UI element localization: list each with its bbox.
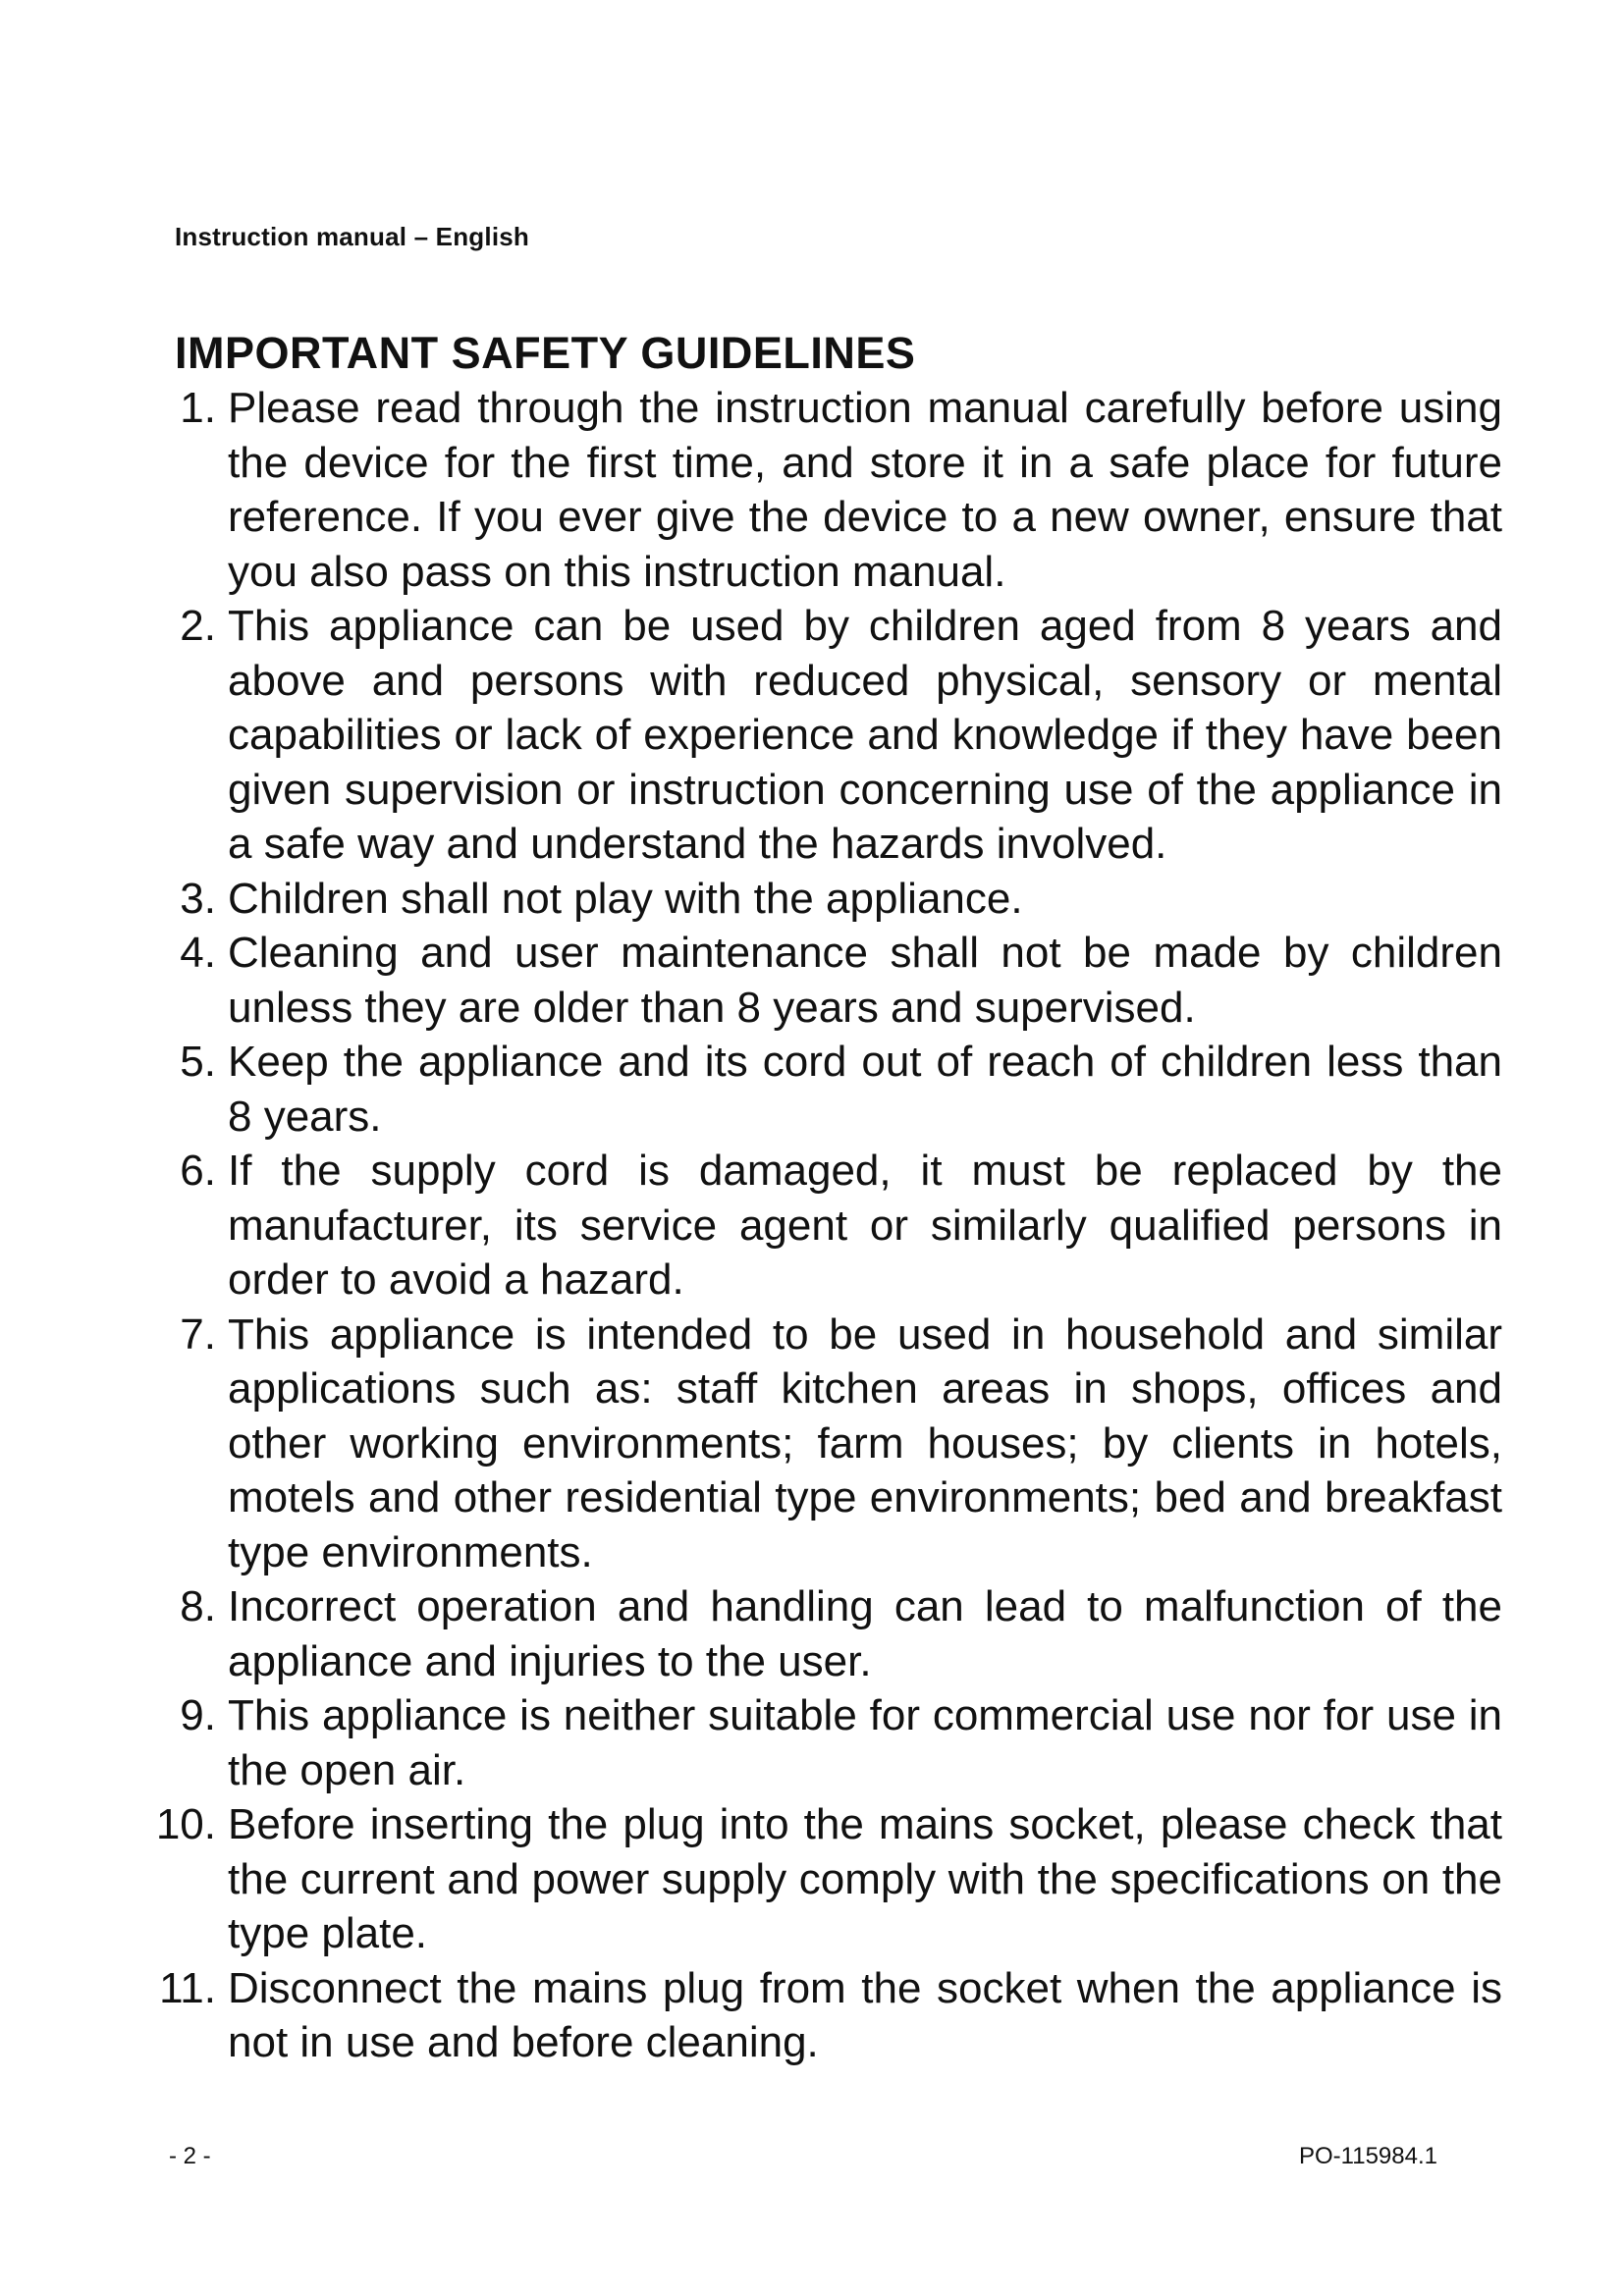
- item-number: 5.: [180, 1038, 216, 1086]
- list-item: [137, 599, 1502, 872]
- item-number: 8.: [180, 1582, 216, 1630]
- page-number: - 2 -: [169, 2143, 211, 2169]
- manual-header: Instruction manual – English: [175, 222, 529, 251]
- list-item: [137, 1308, 1502, 1580]
- list-item: [137, 1144, 1502, 1308]
- item-number: 1.: [180, 384, 216, 432]
- item-text: If the supply cord is damaged, it must be replaced by the manufacturer, its service agent or similarly qualified persons in order to avoid a hazard.: [228, 1147, 1502, 1304]
- item-text: Disconnect the mains plug from the socket when the appliance is not in use and before cleaning.: [228, 1963, 1502, 2066]
- item-number: 2.: [180, 602, 216, 650]
- item-text: Children shall not play with the appliance.: [228, 874, 1023, 923]
- list-item: [137, 381, 1502, 599]
- item-text: Cleaning and user maintenance shall not be made by children unless they are older than 8 years and supervised.: [228, 929, 1502, 1032]
- list-item: [137, 1797, 1502, 1961]
- item-number: 10.: [155, 1800, 216, 1848]
- list-item: [137, 1035, 1502, 1144]
- list-item: [137, 926, 1502, 1035]
- document-code: PO-115984.1: [1299, 2143, 1437, 2169]
- page-title: IMPORTANT SAFETY GUIDELINES: [175, 328, 916, 378]
- item-text: This appliance is intended to be used in household and similar applications such as: staff kitchen areas in shops, offices and other working environments; farm houses; by clients in hotels, motels and other residential type environments; bed and breakfast type environments.: [228, 1309, 1502, 1576]
- item-number: 3.: [180, 874, 216, 923]
- item-text: This appliance can be used by children aged from 8 years and above and persons with reduced physical, sensory or mental capabilities or lack of experience and knowledge if they have been given supervision or instruction concerning use of the appliance in a safe way and understand the hazards involved.: [228, 602, 1502, 868]
- safety-guidelines-list: [137, 381, 1502, 2070]
- item-number: 4.: [180, 929, 216, 977]
- item-text: Before inserting the plug into the mains socket, please check that the current and power supply comply with the specifications on the type plate.: [228, 1800, 1502, 1957]
- item-number: 9.: [180, 1691, 216, 1739]
- item-number: 7.: [180, 1309, 216, 1359]
- list-item: [137, 1579, 1502, 1688]
- list-item: [137, 872, 1502, 927]
- list-item: [137, 1688, 1502, 1797]
- item-text: Please read through the instruction manual carefully before using the device for the first time, and store it in a safe place for future reference. If you ever give the device to a new owner, ensure that you also pass on this instruction manual.: [228, 384, 1502, 596]
- item-text: This appliance is neither suitable for commercial use nor for use in the open air.: [228, 1691, 1502, 1794]
- list-item: [137, 1961, 1502, 2070]
- item-text: Incorrect operation and handling can lead to malfunction of the appliance and injuries to the user.: [228, 1582, 1502, 1685]
- item-text: Keep the appliance and its cord out of reach of children less than 8 years.: [228, 1038, 1502, 1141]
- item-number: 11.: [159, 1963, 216, 2012]
- item-number: 6.: [180, 1147, 216, 1195]
